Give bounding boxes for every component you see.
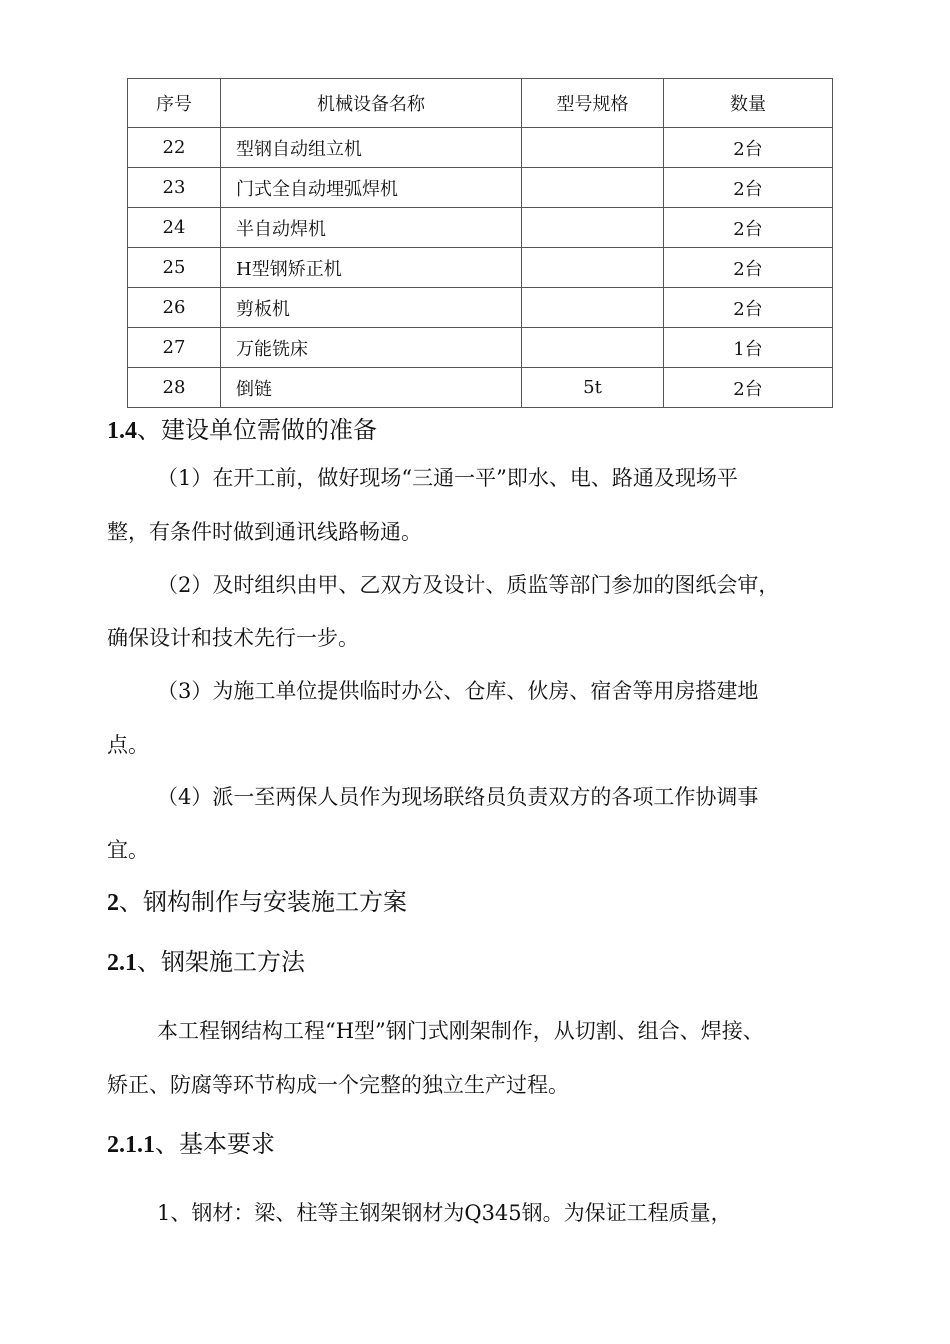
cell-qty: 2台 bbox=[664, 168, 833, 208]
section-2-heading bbox=[107, 882, 407, 917]
cell-name: 万能铣床 bbox=[221, 328, 522, 368]
cell-no: 26 bbox=[128, 288, 221, 328]
cell-spec bbox=[522, 128, 664, 168]
header-qty: 数量 bbox=[664, 79, 833, 128]
cell-spec bbox=[522, 288, 664, 328]
section-1-4-heading bbox=[107, 410, 377, 445]
header-no: 序号 bbox=[128, 79, 221, 128]
section-number: 2 bbox=[107, 890, 119, 916]
cell-qty: 2台 bbox=[664, 248, 833, 288]
table-row bbox=[128, 288, 833, 328]
table-row bbox=[128, 368, 833, 408]
cell-qty: 1台 bbox=[664, 328, 833, 368]
cell-spec bbox=[522, 208, 664, 248]
cell-qty: 2台 bbox=[664, 128, 833, 168]
table-row bbox=[128, 168, 833, 208]
cell-no: 27 bbox=[128, 328, 221, 368]
cell-qty: 2台 bbox=[664, 208, 833, 248]
item-4-line-1: （4）派一至两保人员作为现场联络员负责双方的各项工作协调事 bbox=[157, 785, 759, 809]
section-number: 2.1 bbox=[107, 950, 137, 976]
table-row bbox=[128, 328, 833, 368]
header-name: 机械设备名称 bbox=[221, 79, 522, 128]
cell-spec bbox=[522, 248, 664, 288]
cell-name: 型钢自动组立机 bbox=[221, 128, 522, 168]
item-1-line-2: 整，有条件时做到通讯线路畅通。 bbox=[107, 520, 422, 544]
cell-spec bbox=[522, 328, 664, 368]
item-2-line-1: （2）及时组织由甲、乙双方及设计、质监等部门参加的图纸会审， bbox=[157, 573, 780, 597]
cell-spec bbox=[522, 168, 664, 208]
section-2-1-1-item-1: 1、钢材：梁、柱等主钢架钢材为Q345钢。为保证工程质量， bbox=[157, 1201, 732, 1225]
table-row bbox=[128, 208, 833, 248]
section-2-1-para-line-2: 矫正、防腐等环节构成一个完整的独立生产过程。 bbox=[107, 1073, 569, 1097]
cell-name: H型钢矫正机 bbox=[221, 248, 522, 288]
cell-no: 28 bbox=[128, 368, 221, 408]
item-2-line-2: 确保设计和技术先行一步。 bbox=[107, 626, 359, 650]
cell-no: 24 bbox=[128, 208, 221, 248]
table-row bbox=[128, 248, 833, 288]
header-spec: 型号规格 bbox=[522, 79, 664, 128]
item-4-line-2: 宜。 bbox=[107, 838, 149, 862]
cell-spec: 5t bbox=[522, 368, 664, 408]
equipment-table bbox=[127, 78, 833, 408]
section-2-1-heading bbox=[107, 942, 305, 977]
table-header-row bbox=[128, 79, 833, 128]
cell-name: 门式全自动埋弧焊机 bbox=[221, 168, 522, 208]
cell-name: 半自动焊机 bbox=[221, 208, 522, 248]
cell-qty: 2台 bbox=[664, 368, 833, 408]
item-1-line-1: （1）在开工前，做好现场“三通一平”即水、电、路通及现场平 bbox=[157, 466, 738, 490]
section-title: 、建设单位需做的准备 bbox=[137, 416, 377, 444]
cell-name: 倒链 bbox=[221, 368, 522, 408]
item-3-line-1: （3）为施工单位提供临时办公、仓库、伙房、宿舍等用房搭建地 bbox=[157, 679, 759, 703]
section-title: 、钢构制作与安装施工方案 bbox=[119, 888, 407, 916]
section-title: 、基本要求 bbox=[155, 1130, 275, 1158]
cell-name: 剪板机 bbox=[221, 288, 522, 328]
section-number: 1.4 bbox=[107, 418, 137, 444]
cell-qty: 2台 bbox=[664, 288, 833, 328]
cell-no: 22 bbox=[128, 128, 221, 168]
section-2-1-1-heading bbox=[107, 1124, 275, 1159]
cell-no: 25 bbox=[128, 248, 221, 288]
table-row bbox=[128, 128, 833, 168]
item-3-line-2: 点。 bbox=[107, 733, 149, 757]
cell-no: 23 bbox=[128, 168, 221, 208]
section-number: 2.1.1 bbox=[107, 1132, 155, 1158]
section-title: 、钢架施工方法 bbox=[137, 948, 305, 976]
section-2-1-para-line-1: 本工程钢结构工程“H型”钢门式刚架制作，从切割、组合、焊接、 bbox=[157, 1019, 764, 1043]
